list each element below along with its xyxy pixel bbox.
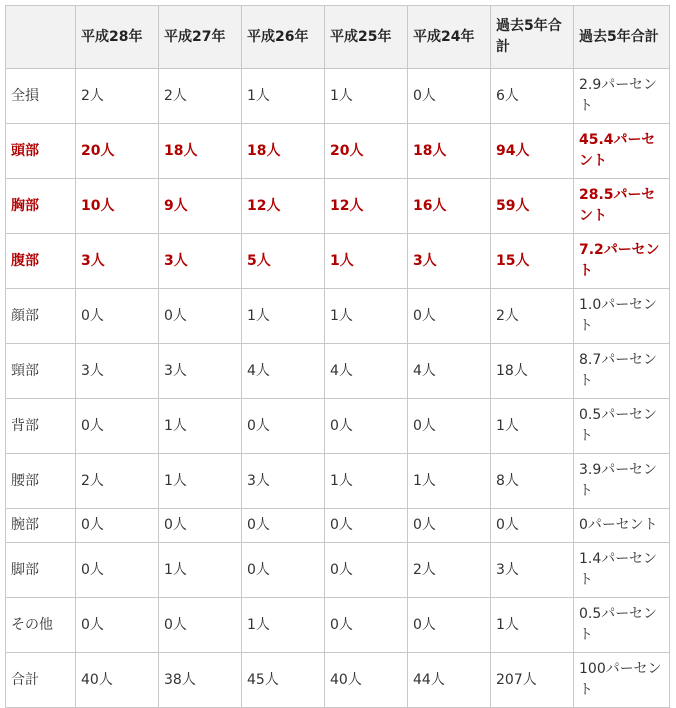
- table-cell: 16人: [408, 179, 491, 234]
- table-cell: 0.5パーセント: [574, 598, 670, 653]
- row-label: 全損: [6, 69, 76, 124]
- table-cell: 0人: [76, 399, 159, 454]
- header-cell-h27: 平成27年: [159, 6, 242, 69]
- table-cell: 1.0パーセント: [574, 289, 670, 344]
- table-cell: 1人: [159, 543, 242, 598]
- header-cell-h26: 平成26年: [242, 6, 325, 69]
- table-row: [6, 543, 670, 598]
- table-cell: 20人: [325, 124, 408, 179]
- table-cell: 94人: [491, 124, 574, 179]
- table-cell: 12人: [325, 179, 408, 234]
- row-label: 腹部: [6, 234, 76, 289]
- table-cell: 4人: [325, 344, 408, 399]
- table-cell: 0パーセント: [574, 509, 670, 543]
- row-label: 腕部: [6, 509, 76, 543]
- table-cell: 0人: [76, 289, 159, 344]
- table-cell: 4人: [242, 344, 325, 399]
- row-label: 合計: [6, 653, 76, 708]
- table-cell: 1人: [408, 454, 491, 509]
- table-cell: 6人: [491, 69, 574, 124]
- table-cell: 0人: [408, 289, 491, 344]
- table-cell: 15人: [491, 234, 574, 289]
- table-row: [6, 69, 670, 124]
- table-cell: 3人: [491, 543, 574, 598]
- table-cell: 2.9パーセント: [574, 69, 670, 124]
- table-cell: 2人: [76, 69, 159, 124]
- table-cell: 0人: [159, 509, 242, 543]
- injury-table: [5, 5, 670, 708]
- table-cell: 12人: [242, 179, 325, 234]
- table-cell: 0人: [408, 399, 491, 454]
- table-cell: 1人: [159, 399, 242, 454]
- table-cell: 0人: [408, 509, 491, 543]
- header-cell-total: 過去5年合計: [491, 6, 574, 69]
- table-cell: 1人: [491, 399, 574, 454]
- table-cell: 207人: [491, 653, 574, 708]
- table-cell: 1人: [491, 598, 574, 653]
- table-cell: 0人: [76, 543, 159, 598]
- table-cell: 0人: [325, 509, 408, 543]
- table-cell: 0人: [325, 399, 408, 454]
- table-cell: 0人: [408, 598, 491, 653]
- table-cell: 0人: [159, 289, 242, 344]
- table-cell: 20人: [76, 124, 159, 179]
- table-cell: 2人: [159, 69, 242, 124]
- row-label: 脚部: [6, 543, 76, 598]
- table-row: [6, 344, 670, 399]
- table-cell: 3人: [76, 344, 159, 399]
- table-cell: 44人: [408, 653, 491, 708]
- table-cell: 0人: [76, 509, 159, 543]
- table-row: [6, 124, 670, 179]
- table-row: [6, 454, 670, 509]
- row-label: その他: [6, 598, 76, 653]
- table-cell: 5人: [242, 234, 325, 289]
- table-cell: 38人: [159, 653, 242, 708]
- table-cell: 59人: [491, 179, 574, 234]
- table-cell: 1人: [325, 234, 408, 289]
- table-cell: 0人: [325, 598, 408, 653]
- table-cell: 0人: [408, 69, 491, 124]
- table-cell: 18人: [408, 124, 491, 179]
- table-cell: 45人: [242, 653, 325, 708]
- row-label: 胸部: [6, 179, 76, 234]
- table-row: [6, 653, 670, 708]
- table-cell: 1人: [242, 289, 325, 344]
- table-cell: 2人: [491, 289, 574, 344]
- table-cell: 1人: [159, 454, 242, 509]
- table-cell: 1.4パーセント: [574, 543, 670, 598]
- table-cell: 1人: [325, 289, 408, 344]
- table-cell: 0人: [325, 543, 408, 598]
- table-row: [6, 598, 670, 653]
- table-cell: 28.5パーセント: [574, 179, 670, 234]
- table-cell: 3人: [242, 454, 325, 509]
- table-cell: 3.9パーセント: [574, 454, 670, 509]
- table-cell: 1人: [325, 69, 408, 124]
- table-cell: 0人: [242, 399, 325, 454]
- table-cell: 2人: [76, 454, 159, 509]
- table-cell: 1人: [242, 69, 325, 124]
- header-cell-h24: 平成24年: [408, 6, 491, 69]
- row-label: 腰部: [6, 454, 76, 509]
- table-cell: 18人: [242, 124, 325, 179]
- header-cell-empty: [6, 6, 76, 69]
- row-label: 頭部: [6, 124, 76, 179]
- row-label: 背部: [6, 399, 76, 454]
- table-cell: 0.5パーセント: [574, 399, 670, 454]
- table-cell: 3人: [76, 234, 159, 289]
- table-cell: 3人: [159, 344, 242, 399]
- table-row: [6, 509, 670, 543]
- table-cell: 3人: [408, 234, 491, 289]
- table-cell: 40人: [325, 653, 408, 708]
- row-label: 頸部: [6, 344, 76, 399]
- table-cell: 40人: [76, 653, 159, 708]
- table-cell: 100パーセント: [574, 653, 670, 708]
- table-cell: 10人: [76, 179, 159, 234]
- table-cell: 3人: [159, 234, 242, 289]
- table-cell: 9人: [159, 179, 242, 234]
- table-cell: 18人: [159, 124, 242, 179]
- table-row: [6, 179, 670, 234]
- table-cell: 18人: [491, 344, 574, 399]
- table-cell: 8人: [491, 454, 574, 509]
- table-cell: 1人: [325, 454, 408, 509]
- header-cell-h28: 平成28年: [76, 6, 159, 69]
- header-cell-total-percent: 過去5年合計: [574, 6, 670, 69]
- header-row: [6, 6, 670, 69]
- table-cell: 1人: [242, 598, 325, 653]
- table-row: [6, 289, 670, 344]
- header-cell-h25: 平成25年: [325, 6, 408, 69]
- table-cell: 0人: [159, 598, 242, 653]
- table-cell: 4人: [408, 344, 491, 399]
- table-cell: 8.7パーセント: [574, 344, 670, 399]
- table-row: [6, 399, 670, 454]
- table-cell: 0人: [242, 509, 325, 543]
- table-cell: 0人: [491, 509, 574, 543]
- row-label: 顔部: [6, 289, 76, 344]
- table-cell: 7.2パーセント: [574, 234, 670, 289]
- table-cell: 2人: [408, 543, 491, 598]
- table-row: [6, 234, 670, 289]
- table-cell: 0人: [76, 598, 159, 653]
- table-cell: 45.4パーセント: [574, 124, 670, 179]
- table-cell: 0人: [242, 543, 325, 598]
